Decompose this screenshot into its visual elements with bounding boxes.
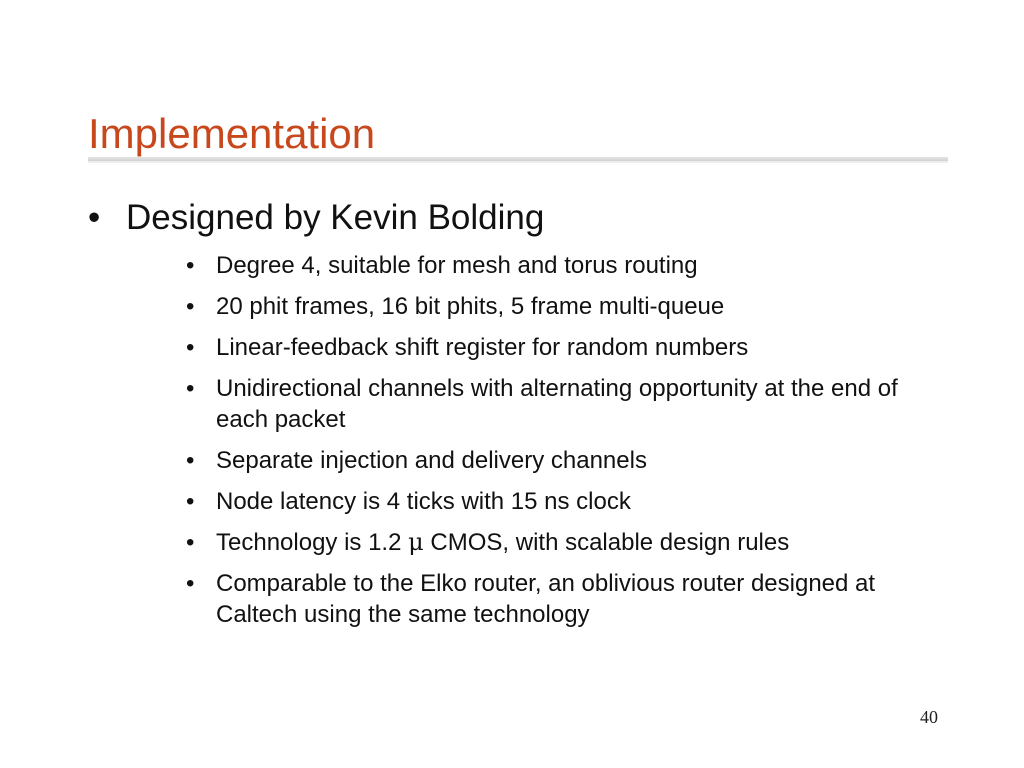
sub-bullet-text: 20 phit frames, 16 bit phits, 5 frame multi-queue	[216, 293, 725, 320]
sub-bullet-item	[186, 527, 956, 558]
sub-bullet-text: Comparable to the Elko router, an oblivious router designed at Caltech using the same technology	[216, 570, 876, 628]
sub-bullet-text: Degree 4, suitable for mesh and torus routing	[216, 252, 698, 279]
sub-bullet-item	[186, 568, 956, 630]
bullet-symbol: •	[186, 252, 195, 279]
sub-bullet-text: Linear-feedback shift register for random numbers	[216, 334, 749, 361]
sub-bullet-item	[186, 486, 956, 517]
bullet-symbol: •	[186, 447, 195, 474]
sub-bullet-item	[186, 250, 956, 281]
bullet-symbol: •	[186, 488, 195, 515]
slide-title: Implementation	[88, 110, 376, 157]
sub-bullet-item	[186, 332, 956, 363]
sub-bullet-item	[186, 373, 956, 435]
sub-bullet-text	[216, 527, 956, 558]
bullet-symbol: •	[88, 198, 101, 237]
sub-bullet-text: Unidirectional channels with alternating opportunity at the end of each packet	[216, 375, 898, 433]
bullet-symbol: •	[186, 293, 195, 320]
sub-bullet-item	[186, 445, 956, 476]
technology-text-before: Technology is 1.2	[216, 529, 409, 556]
main-bullet	[88, 196, 544, 240]
bullet-symbol: •	[186, 570, 195, 597]
sub-bullet-text: Node latency is 4 ticks with 15 ns clock	[216, 488, 631, 515]
sub-bullet-text: Separate injection and delivery channels	[216, 447, 647, 474]
bullet-symbol: •	[186, 375, 195, 402]
main-bullet-text: Designed by Kevin Bolding	[126, 198, 545, 237]
technology-text-after: CMOS, with scalable design rules	[423, 529, 790, 556]
page-number: 40	[920, 707, 938, 727]
sub-bullet-item	[186, 291, 956, 322]
micron-symbol: μ	[408, 528, 424, 556]
sub-bullet-list	[186, 250, 956, 640]
bullet-symbol: •	[186, 334, 195, 361]
title-divider-shadow	[88, 161, 948, 163]
bullet-symbol: •	[186, 529, 195, 556]
